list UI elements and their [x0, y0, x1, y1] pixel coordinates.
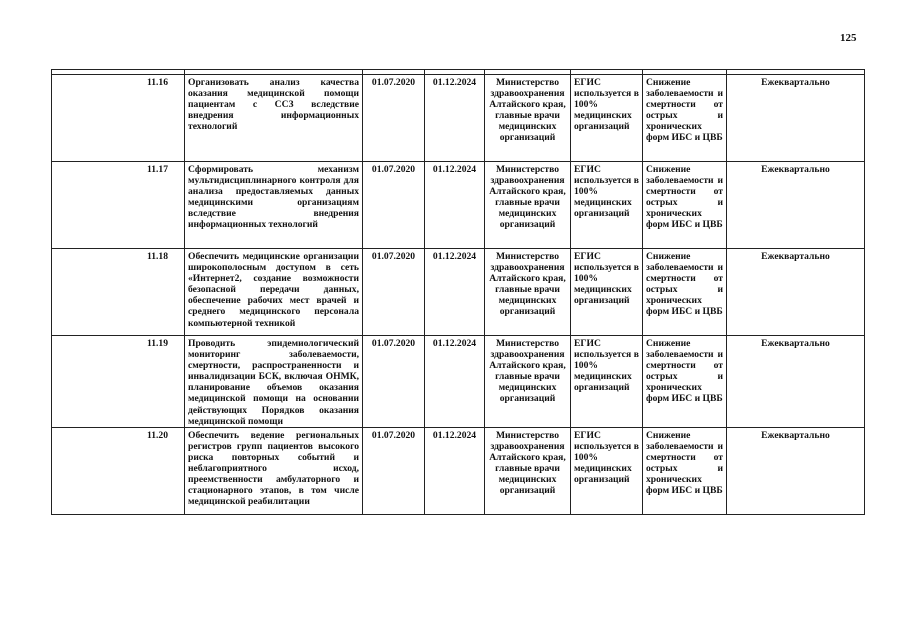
- executor-cell: Министерство здравоохранения Алтайского края, главные врачи медицинских организаций: [485, 249, 571, 336]
- expected-result-cell: Снижение заболеваемости и смертности от острых и хронических форм ИБС и ЦВБ: [643, 427, 727, 514]
- periodicity-cell: Ежеквартально: [727, 249, 865, 336]
- row-number-cell: 11.19: [52, 336, 185, 428]
- executor-cell: Министерство здравоохранения Алтайского края, главные врачи медицинских организаций: [485, 75, 571, 162]
- end-date-cell: 01.12.2024: [425, 427, 485, 514]
- indicator-cell: ЕГИС используется в 100% медицинских организаций: [571, 162, 643, 249]
- end-date-cell: 01.12.2024: [425, 75, 485, 162]
- measure-description-cell: Проводить эпидемиологический мониторинг заболеваемости, смертности, распространенности и инвалидизации БСК, включая ОНМК, планирование объемов оказания медицинской помощи на основании действующих Порядков оказания медицинской помощи: [185, 336, 363, 428]
- row-number-cell: 11.16: [52, 75, 185, 162]
- table-row: [52, 162, 865, 249]
- start-date-cell: 01.07.2020: [363, 336, 425, 428]
- executor-cell: Министерство здравоохранения Алтайского края, главные врачи медицинских организаций: [485, 427, 571, 514]
- expected-result-cell: Снижение заболеваемости и смертности от острых и хронических форм ИБС и ЦВБ: [643, 249, 727, 336]
- measures-table: [51, 69, 865, 515]
- measure-description-cell: Обеспечить ведение региональных регистров групп пациентов высокого риска повторных событий и неблагоприятного исход, преемственности амбулаторного и стационарного этапов, в том числе медицинской реабилитации: [185, 427, 363, 514]
- table-row: [52, 336, 865, 428]
- periodicity-cell: Ежеквартально: [727, 336, 865, 428]
- page-number: 125: [840, 32, 857, 44]
- indicator-cell: ЕГИС используется в 100% медицинских организаций: [571, 427, 643, 514]
- start-date-cell: 01.07.2020: [363, 427, 425, 514]
- periodicity-cell: Ежеквартально: [727, 162, 865, 249]
- periodicity-cell: Ежеквартально: [727, 427, 865, 514]
- periodicity-cell: Ежеквартально: [727, 75, 865, 162]
- indicator-cell: ЕГИС используется в 100% медицинских организаций: [571, 336, 643, 428]
- table-row: [52, 75, 865, 162]
- expected-result-cell: Снижение заболеваемости и смертности от острых и хронических форм ИБС и ЦВБ: [643, 162, 727, 249]
- end-date-cell: 01.12.2024: [425, 336, 485, 428]
- table-row: [52, 427, 865, 514]
- table-row: [52, 249, 865, 336]
- executor-cell: Министерство здравоохранения Алтайского края, главные врачи медицинских организаций: [485, 162, 571, 249]
- start-date-cell: 01.07.2020: [363, 75, 425, 162]
- measure-description-cell: Обеспечить медицинские организации широкополосным доступом в сеть «Интернет2, создание возможности безопасной передачи данных, обеспечение рабочих мест врачей и среднего медицинского персонала компьютерной техникой: [185, 249, 363, 336]
- end-date-cell: 01.12.2024: [425, 249, 485, 336]
- end-date-cell: 01.12.2024: [425, 162, 485, 249]
- expected-result-cell: Снижение заболеваемости и смертности от острых и хронических форм ИБС и ЦВБ: [643, 75, 727, 162]
- start-date-cell: 01.07.2020: [363, 249, 425, 336]
- measure-description-cell: Организовать анализ качества оказания медицинской помощи пациентам с ССЗ вследствие внедрения информационных технологий: [185, 75, 363, 162]
- expected-result-cell: Снижение заболеваемости и смертности от острых и хронических форм ИБС и ЦВБ: [643, 336, 727, 428]
- row-number-cell: 11.17: [52, 162, 185, 249]
- indicator-cell: ЕГИС используется в 100% медицинских организаций: [571, 75, 643, 162]
- measure-description-cell: Сформировать механизм мультидисциплинарного контроля для анализа предоставляемых данных медицинскими организациям вследствие внедрения информационных технологий: [185, 162, 363, 249]
- executor-cell: Министерство здравоохранения Алтайского края, главные врачи медицинских организаций: [485, 336, 571, 428]
- row-number-cell: 11.20: [52, 427, 185, 514]
- start-date-cell: 01.07.2020: [363, 162, 425, 249]
- indicator-cell: ЕГИС используется в 100% медицинских организаций: [571, 249, 643, 336]
- row-number-cell: 11.18: [52, 249, 185, 336]
